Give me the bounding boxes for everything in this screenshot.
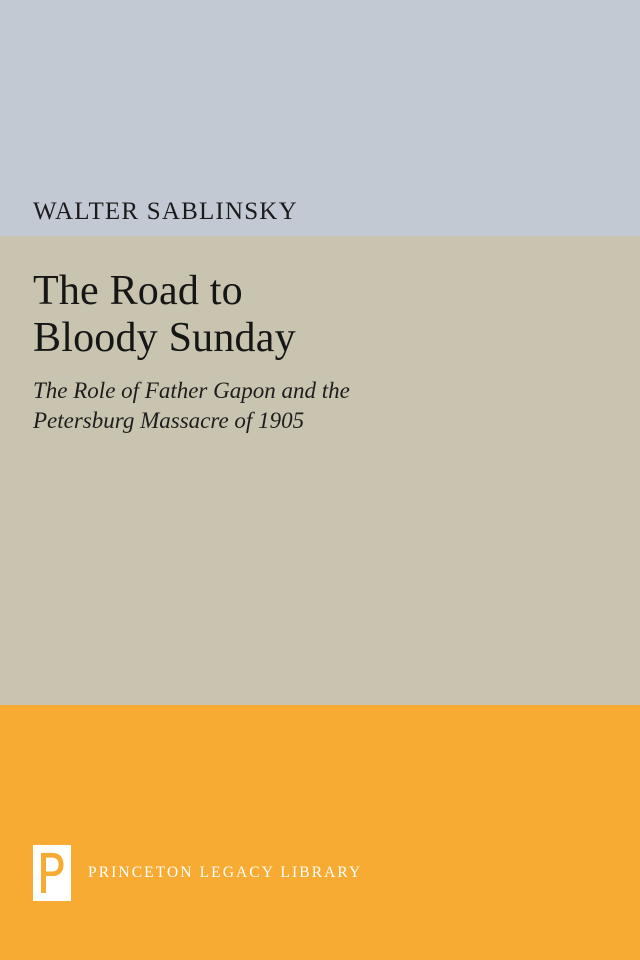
- book-subtitle-line-2: Petersburg Massacre of 1905: [33, 407, 305, 433]
- book-title-line-2: Bloody Sunday: [33, 315, 296, 362]
- cover-text-block: [33, 198, 593, 435]
- book-subtitle-line-1: The Role of Father Gapon and the: [33, 378, 350, 404]
- imprint-row: [33, 845, 362, 901]
- princeton-press-logo-icon: [33, 845, 71, 901]
- imprint-label: PRINCETON LEGACY LIBRARY: [88, 864, 363, 881]
- book-title-line-1: The Road to: [33, 268, 243, 314]
- book-subtitle: [33, 376, 593, 435]
- cover-bottom-color-band: [0, 705, 640, 960]
- book-title: [33, 268, 593, 362]
- author-name: WALTER SABLINSKY: [33, 198, 298, 225]
